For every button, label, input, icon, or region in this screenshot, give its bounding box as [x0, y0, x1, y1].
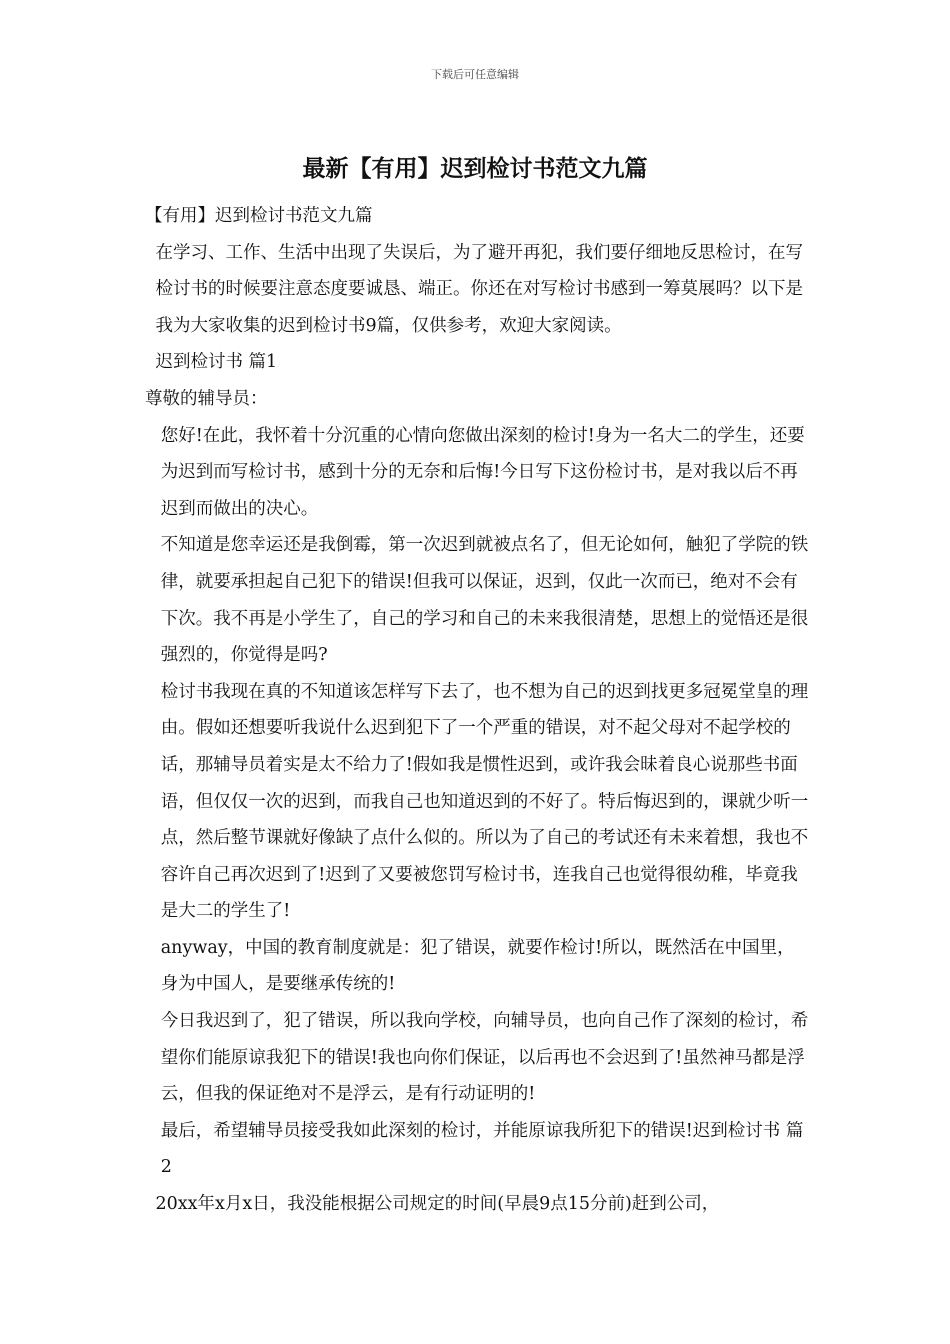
- body-paragraph: 今日我迟到了，犯了错误，所以我向学校，向辅导员，也向自己作了深刻的检讨，希望你们能原谅我犯下的错误!我也向你们保证，以后再也不会迟到了!虽然神马都是浮云，但我的保证绝对不是浮云，是有行动证明的!: [160, 1011, 809, 1105]
- document-title: 最新【有用】迟到检讨书范文九篇: [302, 156, 648, 182]
- salutation: 尊敬的辅导员：: [145, 388, 268, 409]
- section-heading-1: 迟到检讨书 篇1: [155, 352, 278, 373]
- body-paragraph: anyway，中国的教育制度就是：犯了错误，就要作检讨!所以，既然活在中国里，身为中国人，是要继承传统的!: [160, 937, 795, 995]
- intro-paragraph: 在学习、工作、生活中出现了失误后，为了避开再犯，我们要仔细地反思检讨，在写检讨书的时候要注意态度要诚恳、端正。你还在对写检讨书感到一筹莫展吗？以下是我为大家收集的迟到检讨书9篇，仅供参考，欢迎大家阅读。: [155, 242, 803, 336]
- header-note: 下载后可任意编辑: [431, 68, 519, 81]
- document-body: [145, 198, 810, 1223]
- body-paragraph: 检讨书我现在真的不知道该怎样写下去了，也不想为自己的迟到找更多冠冕堂皇的理由。假如还想要听我说什么迟到犯下了一个严重的错误，对不起父母对不起学校的话，那辅导员着实是太不给力了!假如我是惯性迟到，或许我会昧着良心说那些书面语，但仅仅一次的迟到，而我自己也知道迟到的不好了。特后悔迟到的，课就少听一点，然后整节课就好像缺了点什么似的。所以为了自己的考试还有未来着想，我也不容许自己再次迟到了!迟到了又要被您罚写检讨书，连我自己也觉得很幼稚，毕竟我是大二的学生了!: [160, 681, 809, 922]
- body-paragraph: 不知道是您幸运还是我倒霉，第一次迟到就被点名了，但无论如何，触犯了学院的铁律，就要承担起自己犯下的错误!但我可以保证，迟到，仅此一次而已，绝对不会有下次。我不再是小学生了，自己的学习和自己的未来我很清楚，思想上的觉悟还是很强烈的，你觉得是吗?: [160, 535, 809, 666]
- body-paragraph: 您好!在此，我怀着十分沉重的心情向您做出深刻的检讨!身为一名大二的学生，还要为迟到而写检讨书，感到十分的无奈和后悔!今日写下这份检讨书，是对我以后不再迟到而做出的决心。: [160, 425, 805, 519]
- subtitle-line: 【有用】迟到检讨书范文九篇: [145, 206, 373, 226]
- body-paragraph: 最后，希望辅导员接受我如此深刻的检讨，并能原谅我所犯下的错误!迟到检讨书 篇2: [160, 1120, 804, 1178]
- body-paragraph: 20xx年x月x日，我没能根据公司规定的时间(早晨9点15分前)赶到公司，: [155, 1194, 720, 1215]
